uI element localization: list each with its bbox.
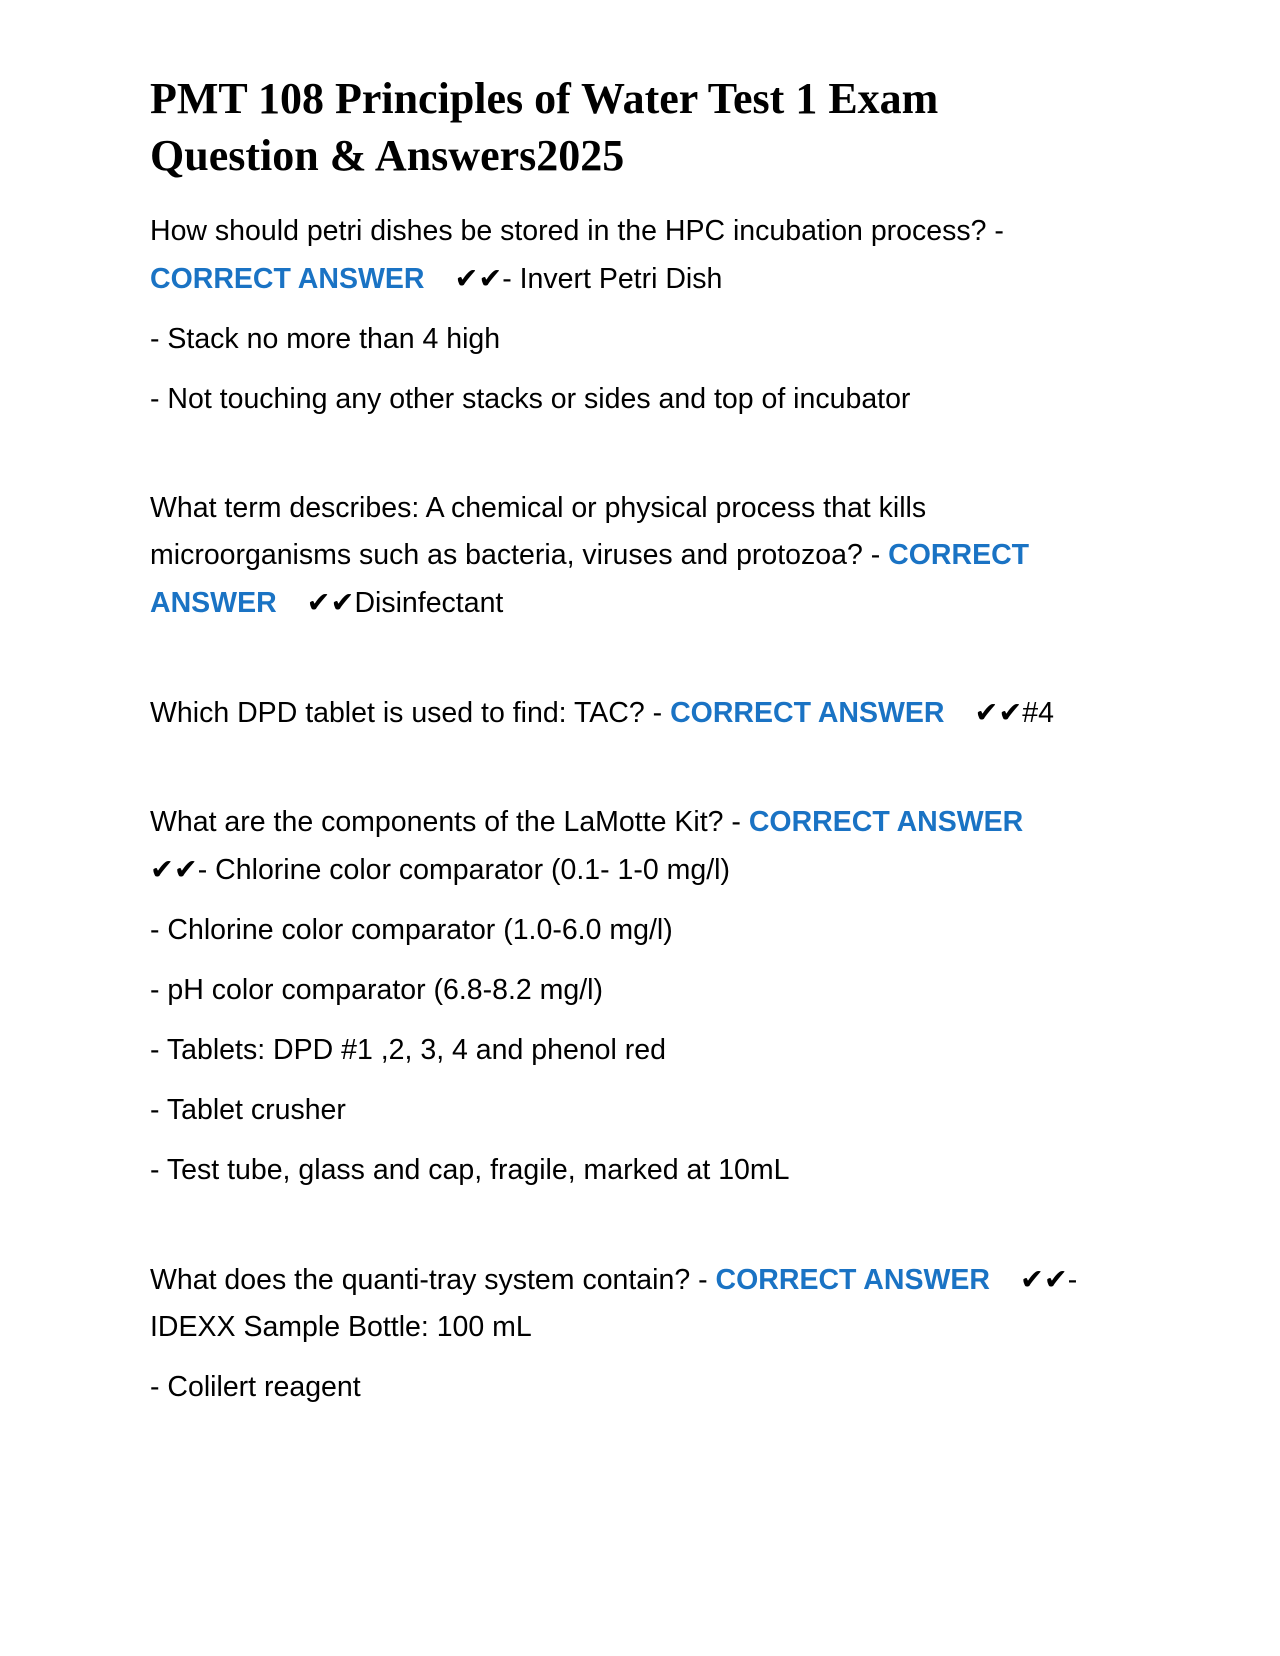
qa-item-petri-dishes	[150, 208, 1140, 423]
answer-text: IDEXX Sample Bottle: 100 mL	[150, 1311, 532, 1343]
answer-text: Disinfectant	[354, 587, 504, 619]
qa-item-lamotte-kit	[150, 799, 1140, 1194]
question-text	[150, 208, 1140, 303]
checkmark-icon: ✔✔	[454, 262, 503, 295]
question: What does the quanti-tray system contain? -	[150, 1264, 708, 1296]
answer-text: -	[1067, 1264, 1078, 1296]
correct-answer-label: CORRECT ANSWER	[748, 806, 1024, 838]
answer-line: - Colilert reagent	[150, 1371, 361, 1403]
answer-line: - Stack no more than 4 high	[150, 323, 501, 355]
question: What are the components of the LaMotte Kit? -	[150, 806, 741, 838]
question-text	[150, 799, 1140, 894]
correct-answer-label: CORRECT ANSWER	[150, 263, 425, 295]
question: How should petri dishes be stored in the HPC incubation process? -	[150, 215, 1004, 247]
document-title	[150, 70, 1140, 184]
question: What term describes: A chemical or physical process that kills	[150, 492, 927, 524]
title-line-1: PMT 108 Principles of Water Test 1 Exam	[150, 74, 939, 123]
title-line-2: Question & Answers2025	[150, 131, 625, 180]
question-text	[150, 485, 1140, 627]
answer-text: - Chlorine color comparator (0.1- 1-0 mg/l)	[197, 854, 730, 886]
qa-item-disinfectant	[150, 485, 1140, 627]
answer-line: - pH color comparator (6.8-8.2 mg/l)	[150, 974, 603, 1006]
correct-answer-label: CORRECT ANSWER	[670, 697, 945, 729]
question-text	[150, 1256, 1140, 1351]
answer-line: - Tablet crusher	[150, 1094, 346, 1126]
answer-text: #4	[1022, 697, 1054, 729]
answer-line: - Chlorine color comparator (1.0-6.0 mg/l)	[150, 914, 673, 946]
document-page	[150, 70, 1140, 1473]
answer-line: - Not touching any other stacks or sides and top of incubator	[150, 383, 911, 415]
qa-list	[150, 208, 1140, 1411]
checkmark-icon: ✔✔	[150, 853, 198, 886]
checkmark-icon: ✔✔	[974, 696, 1023, 729]
correct-answer-label: ANSWER	[150, 587, 277, 619]
answer-line: - Tablets: DPD #1 ,2, 3, 4 and phenol red	[150, 1034, 666, 1066]
question: microorganisms such as bacteria, viruses and protozoa? -	[150, 539, 881, 571]
answer-text: - Invert Petri Dish	[502, 263, 723, 295]
answer-line: - Test tube, glass and cap, fragile, marked at 10mL	[150, 1154, 790, 1186]
qa-item-quanti-tray	[150, 1256, 1140, 1411]
question-text	[150, 689, 1140, 737]
checkmark-icon: ✔✔	[306, 586, 355, 619]
correct-answer-label: CORRECT	[888, 539, 1030, 571]
question: Which DPD tablet is used to find: TAC? -	[150, 697, 663, 729]
checkmark-icon: ✔✔	[1019, 1263, 1068, 1296]
qa-item-dpd-tablet	[150, 689, 1140, 737]
correct-answer-label: CORRECT ANSWER	[715, 1264, 990, 1296]
